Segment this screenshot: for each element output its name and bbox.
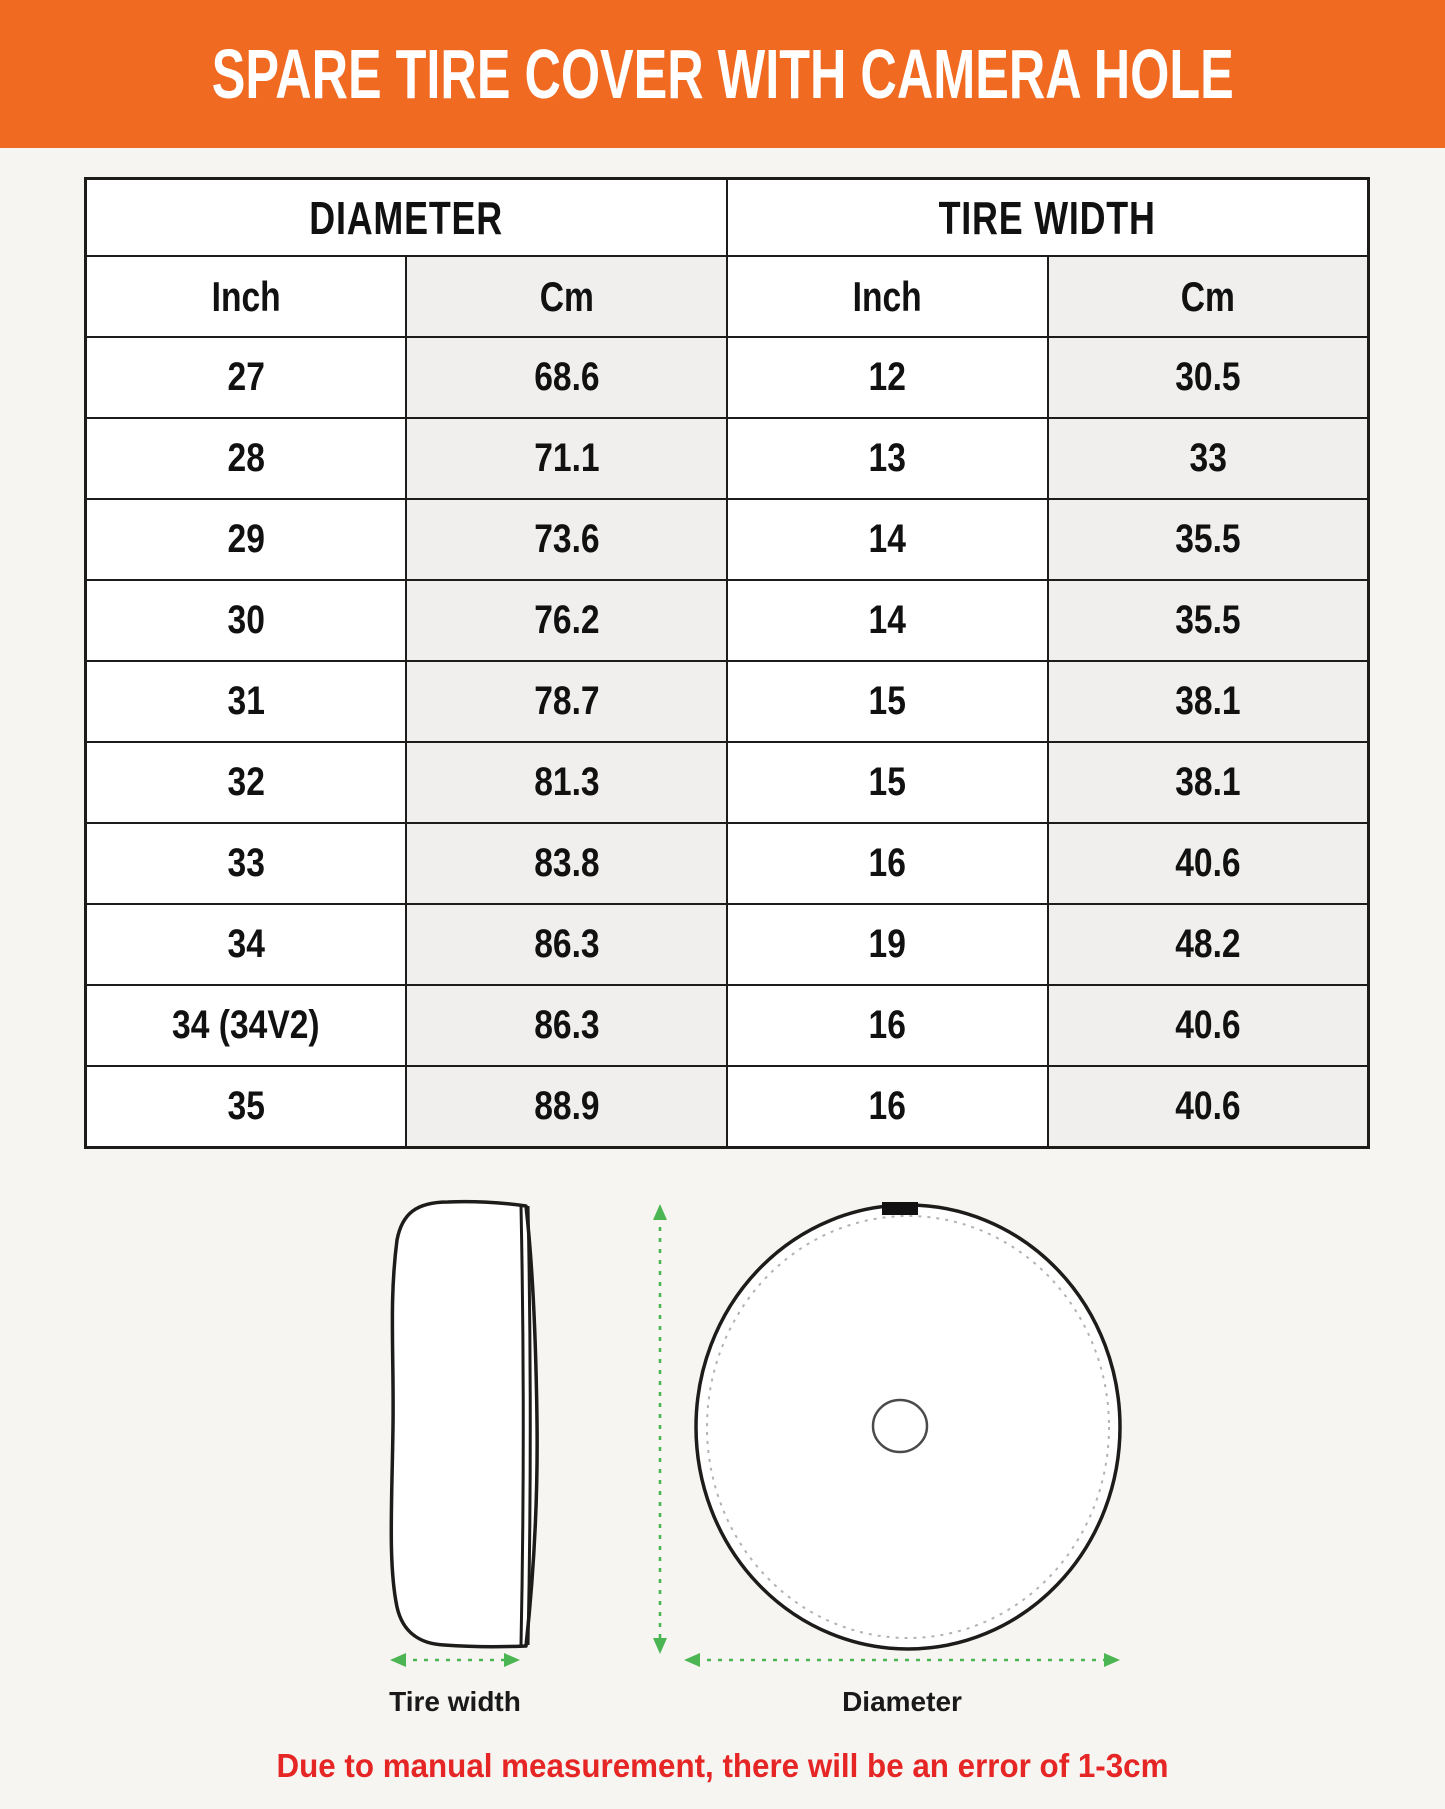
arrow-down-icon [653,1638,667,1654]
tire-width-cm-header: Cm [1048,256,1369,337]
table-cell: 12 [727,337,1048,418]
table-cell: 28 [86,418,407,499]
table-row [86,661,1369,742]
diameter-vertical-arrow [653,1204,667,1654]
table-cell: 34 [86,904,407,985]
table-row [86,580,1369,661]
table-cell: 29 [86,499,407,580]
table-cell: 35.5 [1048,580,1369,661]
table-cell: 88.9 [406,1066,727,1148]
table-cell: 15 [727,742,1048,823]
table-cell: 48.2 [1048,904,1369,985]
arrow-left-icon [684,1653,700,1667]
arrow-right-icon [504,1653,520,1667]
table-cell: 30 [86,580,407,661]
table-cell: 33 [1048,418,1369,499]
table-row [86,499,1369,580]
table-cell: 14 [727,499,1048,580]
footnote [0,1747,1445,1785]
table-cell: 16 [727,1066,1048,1148]
table-cell: 30.5 [1048,337,1369,418]
tire-front-view [696,1202,1120,1649]
table-cell: 68.6 [406,337,727,418]
table-cell: 19 [727,904,1048,985]
table-cell: 33 [86,823,407,904]
table-row [86,337,1369,418]
arrow-right-icon [1104,1653,1120,1667]
banner [0,0,1445,148]
table-cell: 13 [727,418,1048,499]
table-cell: 76.2 [406,580,727,661]
diameter-group-header [86,179,728,257]
table-cell: 16 [727,823,1048,904]
tire-width-group-label: TIRE WIDTH [938,191,1157,244]
size-table-body [86,337,1369,1148]
tire-width-inch-header: Inch [727,256,1048,337]
table-cell: 15 [727,661,1048,742]
footnote-text: Due to manual measurement, there will be an error of 1-3cm [276,1747,1169,1784]
group-header-row [86,179,1369,257]
table-cell: 86.3 [406,904,727,985]
tire-side-view [391,1202,537,1647]
tire-width-arrow [390,1653,520,1667]
table-row [86,742,1369,823]
diameter-inch-header: Inch [86,256,407,337]
table-head [86,179,1369,338]
table-cell: 27 [86,337,407,418]
table-cell: 83.8 [406,823,727,904]
table-cell: 34 (34V2) [86,985,407,1066]
table-cell: 16 [727,985,1048,1066]
valve-notch [882,1202,918,1215]
camera-hole [873,1400,927,1452]
table-cell: 86.3 [406,985,727,1066]
table-cell: 81.3 [406,742,727,823]
table-row [86,985,1369,1066]
arrow-up-icon [653,1204,667,1220]
table-cell: 35.5 [1048,499,1369,580]
table-cell: 32 [86,742,407,823]
tire-side-outline [391,1202,537,1647]
diameter-label: Diameter [842,1686,962,1717]
table-row [86,1066,1369,1148]
table-cell: 14 [727,580,1048,661]
table-cell: 40.6 [1048,985,1369,1066]
size-chart-table [84,177,1370,1149]
tire-diagram [340,1190,1140,1750]
table-cell: 73.6 [406,499,727,580]
table-cell: 40.6 [1048,823,1369,904]
table-cell: 38.1 [1048,661,1369,742]
table-row [86,904,1369,985]
table-cell: 31 [86,661,407,742]
table-row [86,823,1369,904]
table-cell: 40.6 [1048,1066,1369,1148]
table-cell: 78.7 [406,661,727,742]
page-title: SPARE TIRE COVER WITH CAMERA HOLE [211,35,1234,113]
tire-width-label: Tire width [389,1686,521,1717]
table-cell: 38.1 [1048,742,1369,823]
arrow-left-icon [390,1653,406,1667]
table-cell: 71.1 [406,418,727,499]
tire-width-group-header [727,179,1369,257]
diameter-horizontal-arrow [684,1653,1120,1667]
diameter-group-label: DIAMETER [309,191,504,244]
table-cell: 35 [86,1066,407,1148]
sub-header-row [86,256,1369,337]
table-row [86,418,1369,499]
diameter-cm-header: Cm [406,256,727,337]
